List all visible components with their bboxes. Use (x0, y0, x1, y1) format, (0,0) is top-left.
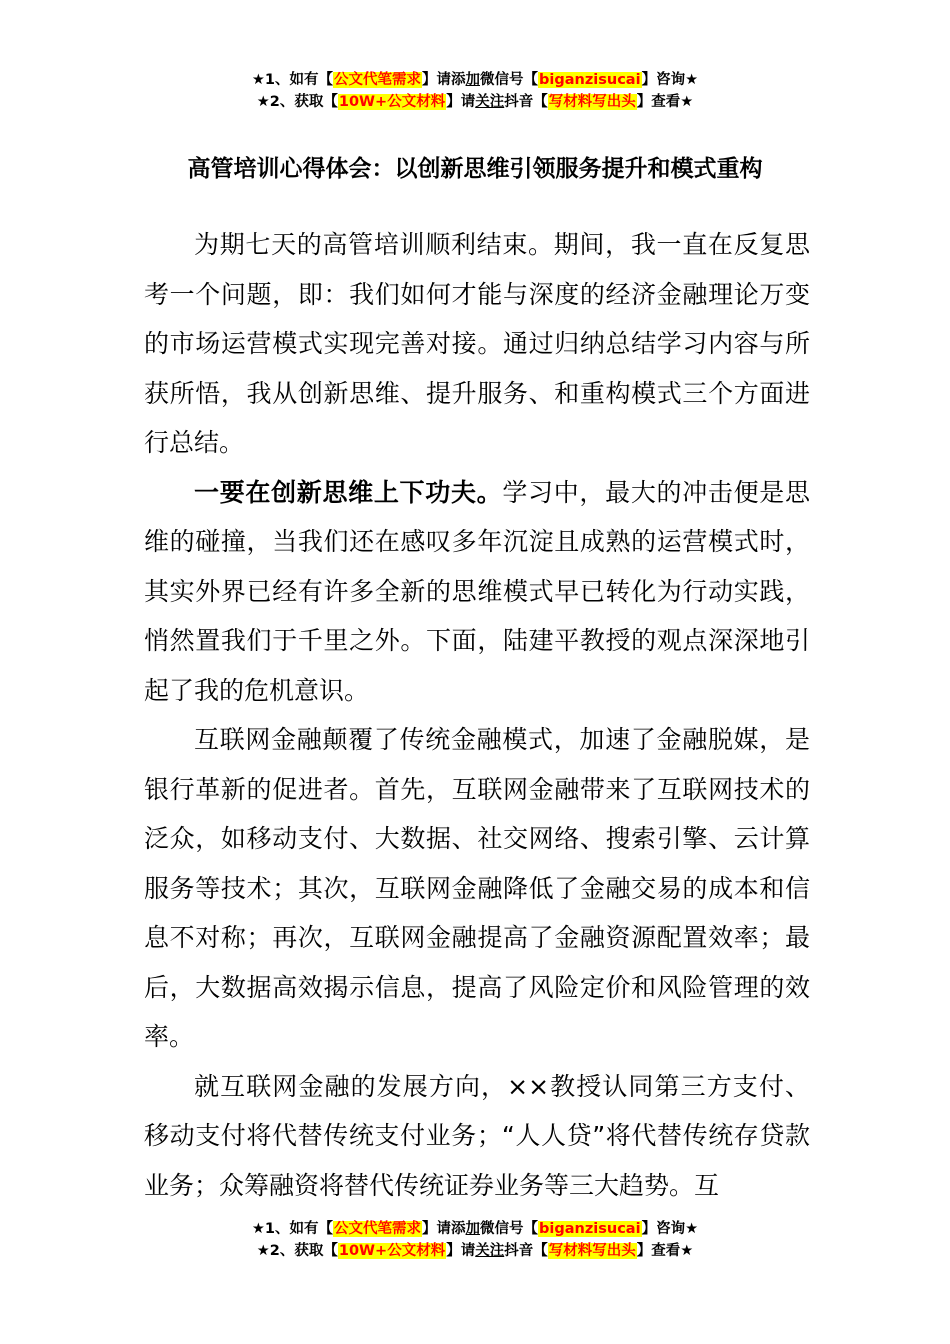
paragraph-lead: 一要在创新思维上下功夫。 (194, 477, 503, 507)
banner-underlined-text: 关注 (475, 1243, 505, 1259)
banner-text: ★1、如有【 (251, 1221, 334, 1237)
banner-text: 】咨询★ (641, 72, 699, 88)
highlight-ghostwriting-service: 公文代笔需求 (334, 72, 422, 88)
banner-text: 】请添 (422, 1221, 466, 1237)
paragraph-text: 为期七天的高管培训顺利结束。期间，我一直在反复思考一个问题，即：我们如何才能与深度的经济金融理论万变的市场运营模式实现完善对接。通过归纳总结学习内容与所获所悟，我从创新思维、提升服务、和重构模式三个方面进行总结。 (144, 230, 810, 457)
paragraph-text: 就互联网金融的发展方向，××教授认同第三方支付、移动支付将代替传统支付业务；“人人贷”将代替传统存贷款业务；众筹融资将替代传统证券业务等三大趋势。互 (144, 1071, 810, 1200)
paragraph-intro (144, 220, 810, 468)
highlight-wechat-id: biganzisucai (539, 72, 641, 88)
highlight-wechat-id: biganzisucai (539, 1221, 641, 1237)
banner-text: 】查看★ (636, 1243, 694, 1259)
highlight-materials: 10W+公文材料 (338, 94, 446, 110)
banner-text: 】请 (446, 94, 476, 110)
highlight-douyin-account: 写材料写出头 (548, 1243, 636, 1259)
paragraph-text: 学习中，最大的冲击便是思维的碰撞，当我们还在感叹多年沉淀且成熟的运营模式时，其实外界已经有许多全新的思维模式早已转化为行动实践，悄然置我们于千里之外。下面，陆建平教授的观点深深地引起了我的危机意识。 (144, 477, 810, 705)
paragraph-trends (144, 1062, 810, 1211)
banner-text: 微信号【 (480, 1221, 539, 1237)
banner-text: 】请添 (422, 72, 466, 88)
banner-text: 】请 (446, 1243, 476, 1259)
banner-text: 抖音【 (504, 94, 548, 110)
banner-text: 】查看★ (636, 94, 694, 110)
banner-text: ★2、获取【 (256, 94, 338, 110)
banner-line-2 (0, 1240, 950, 1262)
banner-text: ★2、获取【 (256, 1243, 338, 1259)
document-body (144, 220, 810, 1210)
highlight-materials: 10W+公文材料 (338, 1243, 446, 1259)
paragraph-internet-finance (144, 715, 810, 1062)
banner-text: ★1、如有【 (251, 72, 334, 88)
footer-banner (0, 1218, 950, 1262)
banner-text: 】咨询★ (641, 1221, 699, 1237)
banner-text: 抖音【 (504, 1243, 548, 1259)
banner-underlined-text: 加 (465, 1221, 481, 1237)
highlight-ghostwriting-service: 公文代笔需求 (334, 1221, 422, 1237)
header-banner (0, 69, 950, 113)
highlight-douyin-account: 写材料写出头 (548, 94, 636, 110)
paragraph-text: 互联网金融颠覆了传统金融模式，加速了金融脱媒，是银行革新的促进者。首先，互联网金融带来了互联网技术的泛众，如移动支付、大数据、社交网络、搜索引擎、云计算服务等技术；其次，互联网金融降低了金融交易的成本和信息不对称；再次，互联网金融提高了金融资源配置效率；最后，大数据高效揭示信息，提高了风险定价和风险管理的效率。 (144, 725, 810, 1051)
banner-line-1 (0, 1218, 950, 1240)
paragraph-innovation (144, 468, 810, 716)
document-title: 高管培训心得体会：以创新思维引领服务提升和模式重构 (187, 156, 763, 182)
banner-line-1 (0, 69, 950, 91)
banner-text: 微信号【 (480, 72, 539, 88)
banner-underlined-text: 加 (465, 72, 481, 88)
banner-line-2 (0, 91, 950, 113)
banner-underlined-text: 关注 (475, 94, 505, 110)
